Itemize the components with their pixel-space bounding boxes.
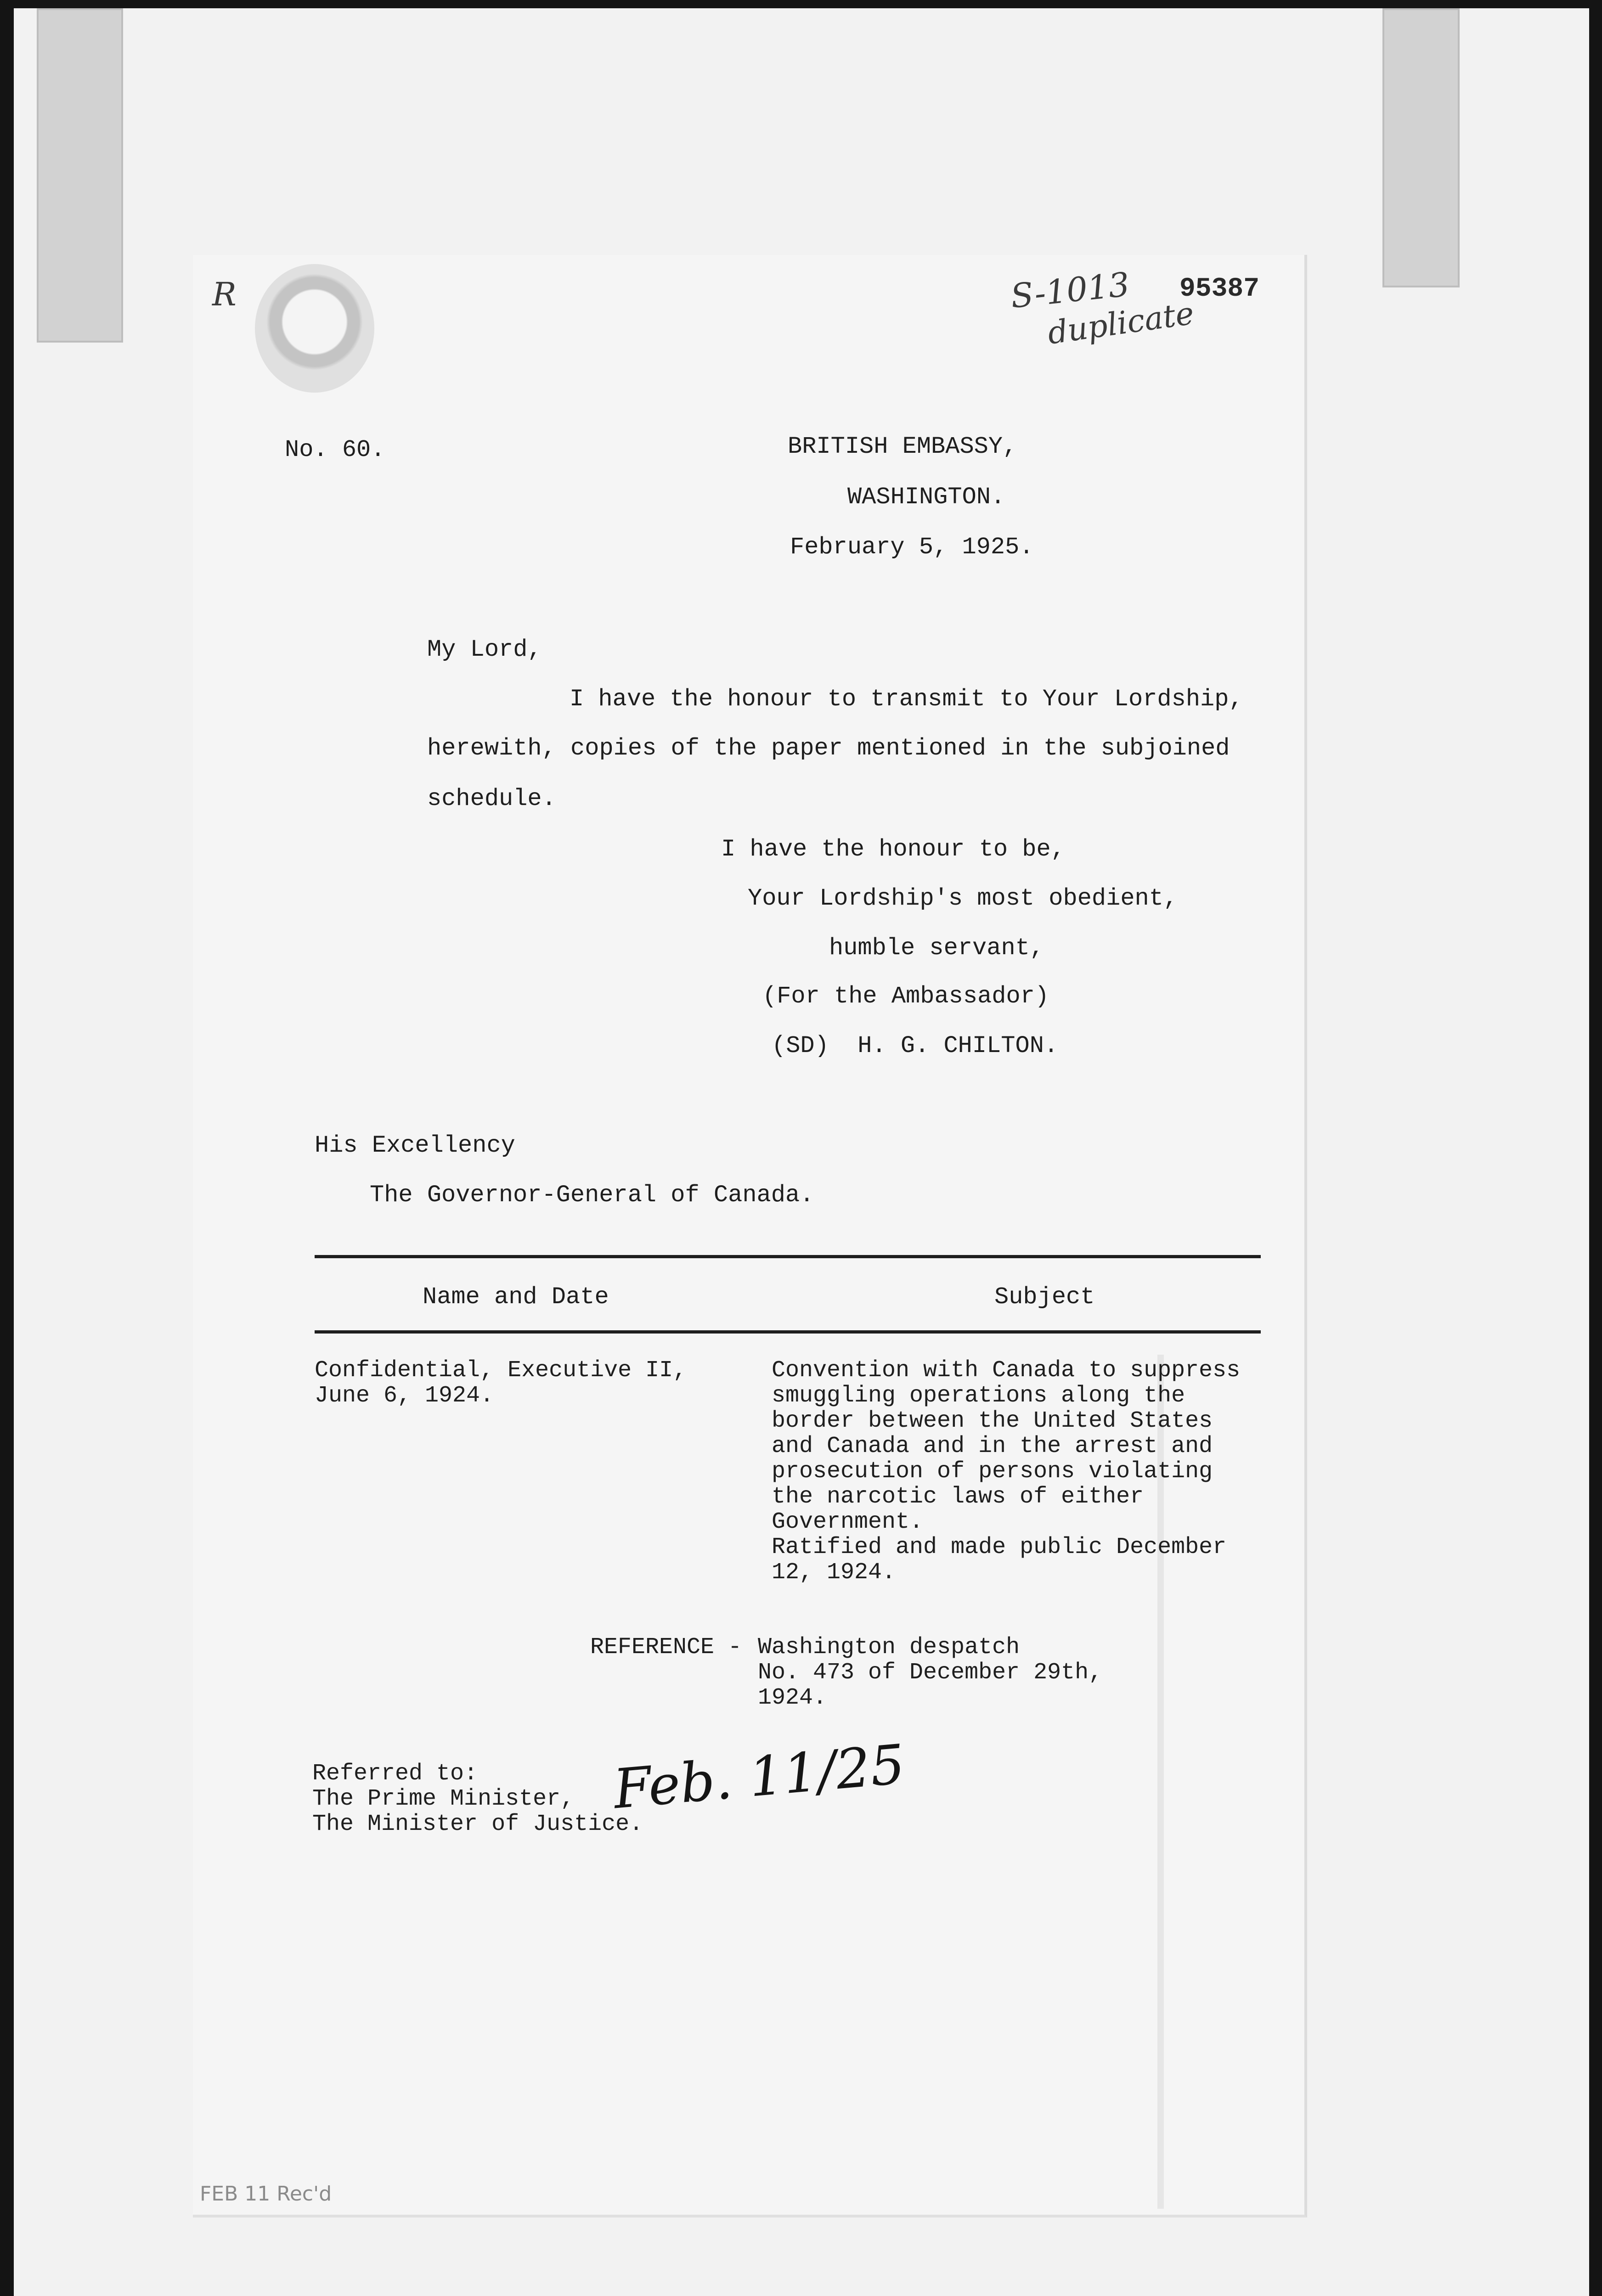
handwritten-date: Feb. 11/25 [611, 1732, 908, 1821]
schedule-header-rule [315, 1330, 1261, 1334]
file-note-line1: S-1013 [1009, 264, 1132, 316]
signature: (SD) H. G. CHILTON. [772, 1032, 1059, 1059]
salutation: My Lord, [427, 636, 542, 663]
closing-line-3: humble servant, [829, 934, 1044, 962]
referred-to-block [312, 1761, 643, 1837]
closing-line-1: I have the honour to be, [721, 836, 1065, 863]
schedule-header-subject: Subject [994, 1283, 1095, 1311]
schedule-header-name: Name and Date [423, 1283, 609, 1311]
subject-line: border between the United States [772, 1408, 1213, 1434]
tape-strip-top-right [1382, 8, 1460, 287]
addressee-line-2: The Governor-General of Canada. [370, 1182, 814, 1209]
subject-line: the narcotic laws of either [772, 1484, 1144, 1510]
closing-line-4: (For the Ambassador) [762, 983, 1049, 1010]
subject-line: prosecution of persons violating [772, 1458, 1213, 1485]
schedule-subject [772, 1358, 1240, 1585]
referred-line: Referred to: [312, 1761, 478, 1787]
reference-label: REFERENCE - [590, 1634, 742, 1660]
referred-line: The Prime Minister, [312, 1786, 575, 1812]
corner-mark: R [212, 276, 237, 313]
embossed-seal [255, 264, 374, 393]
closing-line-2: Your Lordship's most obedient, [748, 885, 1178, 912]
name-date-line: June 6, 1924. [315, 1383, 494, 1409]
referred-line: The Minister of Justice. [312, 1811, 643, 1837]
body-line-3: schedule. [427, 785, 556, 812]
body-line-2: herewith, copies of the paper mentioned in the subjoined [427, 735, 1230, 762]
subject-line: Government. [772, 1509, 924, 1535]
addressee-line-1: His Excellency [315, 1132, 515, 1159]
subject-line: Convention with Canada to suppress [772, 1357, 1241, 1384]
reference-line: No. 473 of December 29th, [758, 1660, 1103, 1686]
subject-line: and Canada and in the arrest and [772, 1433, 1213, 1459]
received-stamp: FEB 11 Rec'd [200, 2182, 332, 2206]
schedule-name-date [315, 1358, 687, 1408]
embassy-city: WASHINGTON. [847, 484, 1005, 511]
embassy-name: BRITISH EMBASSY, [788, 433, 1017, 460]
reference-details [758, 1635, 1102, 1711]
body-line-1: I have the honour to transmit to Your Lordship, [570, 686, 1243, 713]
letter-sheet [193, 255, 1307, 2217]
file-note-line2: duplicate [1045, 295, 1196, 352]
name-date-line: Confidential, Executive II, [315, 1357, 687, 1384]
schedule-top-rule [315, 1255, 1261, 1258]
letter-date: February 5, 1925. [790, 534, 1034, 561]
tape-strip-top-left [37, 8, 123, 343]
file-number: 95387 [1179, 274, 1260, 304]
reference-line: 1924. [758, 1685, 827, 1711]
subject-line: smuggling operations along the [772, 1383, 1185, 1409]
reference-line: Washington despatch [758, 1634, 1020, 1660]
despatch-number: No. 60. [285, 436, 385, 463]
subject-line: 12, 1924. [772, 1559, 896, 1586]
subject-line: Ratified and made public December [772, 1534, 1227, 1560]
